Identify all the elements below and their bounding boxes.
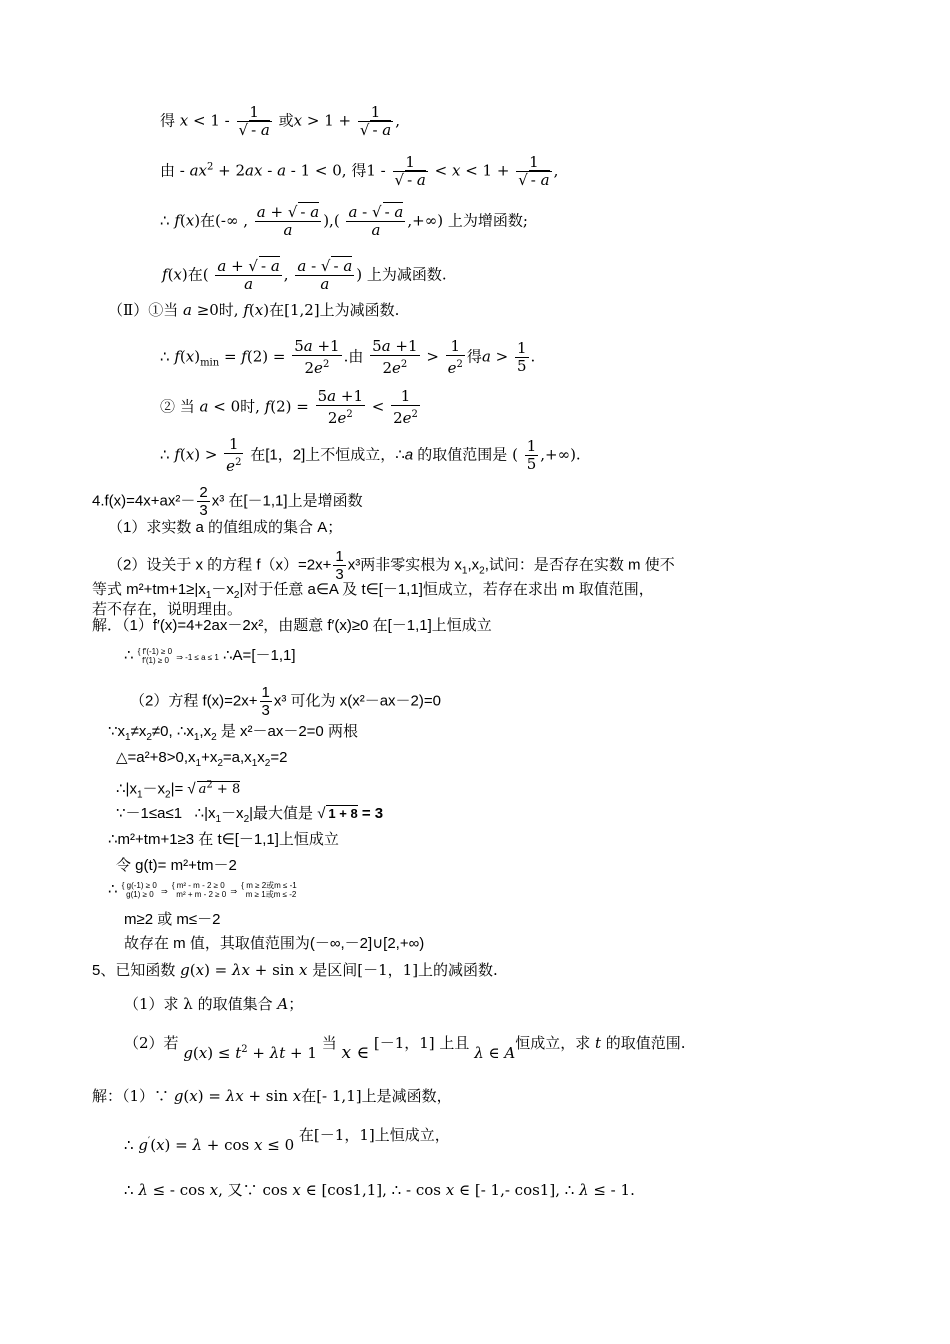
line-26: 5、已知函数 g(x) = λx + sin x 是区间[－1，1]上的减函数. [92, 961, 498, 979]
line-29: 解：（1）∵ g(x) = λx + sin x在[- 1,1]上是减函数， [92, 1087, 452, 1105]
line-12: 等式 $m^2+tm+1\ge|x_1-x_2|$对于任意 a∈A 及 t∈[－1,1]恒成立，若存在求出 m 取值范围， [92, 581, 654, 601]
line-7: ② 当 a < 0时, f(2) = $\frac{5a +1}{2e^2}$ < $\frac{1}{2e^2}$ [160, 387, 418, 427]
line-24: m≥2 或 m≤－2 [124, 911, 221, 928]
line-16: （2）方程 f(x)=2x+ $\frac{1}{3}$ x³ 可化为 x(x²－ax－2)=0 [130, 684, 441, 719]
line-19: $\therefore|x_1-x_2|=$ √ $a^2 + 8$ [116, 780, 241, 801]
line-5: （Ⅱ）①当 a ≥0时, f(x)在[1,2]上为减函数. [108, 301, 400, 319]
line-27: （1）求 λ 的取值集合 A； [124, 995, 304, 1013]
line-23: ∴ { g(-1) ≥ 0 g(1) ≥ 0 ⇒ { m² - m - 2 ≥ 0 m² + m - 2 ≥ 0 ⇒ { m ≥ 2或m ≤ -1 m ≥ 1或m ≤ -2 [108, 881, 297, 900]
line-31: ∴ λ ≤ - cos x, 又∵ cos x ∈ [cos1,1], ∴ - cos x ∈ [- 1,- cos1], ∴ λ ≤ - 1. [124, 1181, 635, 1199]
line-22: 令 g(t)= m²+tm－2 [116, 857, 237, 874]
line-4: f(x)在( $\frac{a + √ - a}{a}$ , $\frac{a - √ - a}{a}$ ) 上为减函数. [162, 257, 447, 293]
line-21: ∴m²+tm+1≥3 在 t∈[－1,1]上恒成立 [108, 831, 339, 848]
line-14: 解．（1）f′(x)=4+2ax－2x²，由题意 f′(x)≥0 在[－1,1]上恒成立 [92, 617, 492, 634]
line-25: 故存在 m 值，其取值范围为(－∞,－2]∪[2,+∞) [124, 935, 425, 952]
line-28: （2）若 $g(x) \le t^2 + \lambda t + 1$ 当 x ∈ [－1，1] 上且 λ ∈ A恒成立，求 t 的取值范围. [124, 1034, 686, 1063]
line-8: ∴ f(x) > $\frac{1}{e^2}$ 在[1，2]上不恒成立，∴a 的取值范围是 ( $\frac{1}{5}$ ,+∞). [160, 435, 581, 475]
line-18: $\triangle=a^2+8>0,x_1+x_2=a,x_1x_2=2$ [116, 749, 288, 769]
line-10: （1）求实数 a 的值组成的集合 A； [108, 519, 343, 536]
line-15: ∴ { f′(-1) ≥ 0 f′(1) ≥ 0 ⇒ -1 ≤ a ≤ 1 ∴A=[－1,1] [124, 647, 296, 666]
line-2: 由 - $ax^2 + 2ax - a - 1 < 0$, 得1 - $\frac{1}{√ - a}$ < x < 1 + $\frac{1}{√ - a}$ , [160, 153, 559, 189]
line-11: （2）设关于 x 的方程 f（x）=2x+ $\frac{1}{3}$ x³两非零实根为 $x_1,x_2$,试问：是否存在实数 m 使不 [108, 548, 675, 583]
line-17: $\because x_1\ne x_2\ne 0$, $\therefore x_1,x_2$ 是 x²－ax－2=0 两根 [108, 723, 358, 743]
line-13: 若不存在，说明理由。 [92, 601, 243, 618]
line-6: ∴ $f(x)_{min} = f(2)$ = $\frac{5a +1}{2e^2}$ .由 $\frac{5a +1}{2e^2}$ > $\frac{1}{e^2}$ 得a > $\frac{1}{5}$ . [160, 337, 536, 377]
line-1: 得 x < 1 - $\frac{1}{√ - a}$ 或x > 1 + $\frac{1}{√ - a}$ , [160, 103, 401, 139]
line-9: 4.f(x)=4x+ax²－ $\frac{2}{3}$ x³ 在[－1,1]上是增函数 [92, 484, 363, 519]
line-20: ∵－1≤a≤1 $\therefore|x_1-x_2|$最大值是 √ 1 + 8 = 3 [116, 805, 384, 825]
line-3: ∴ f(x)在(-∞ , $\frac{a + √ - a}{a}$ ),( $\frac{a - √ - a}{a}$ ,+∞) 上为增函数; [160, 203, 528, 239]
line-30: ∴ g′(x) = λ + cos x ≤ 0 在[－1，1]上恒成立， [124, 1126, 450, 1154]
